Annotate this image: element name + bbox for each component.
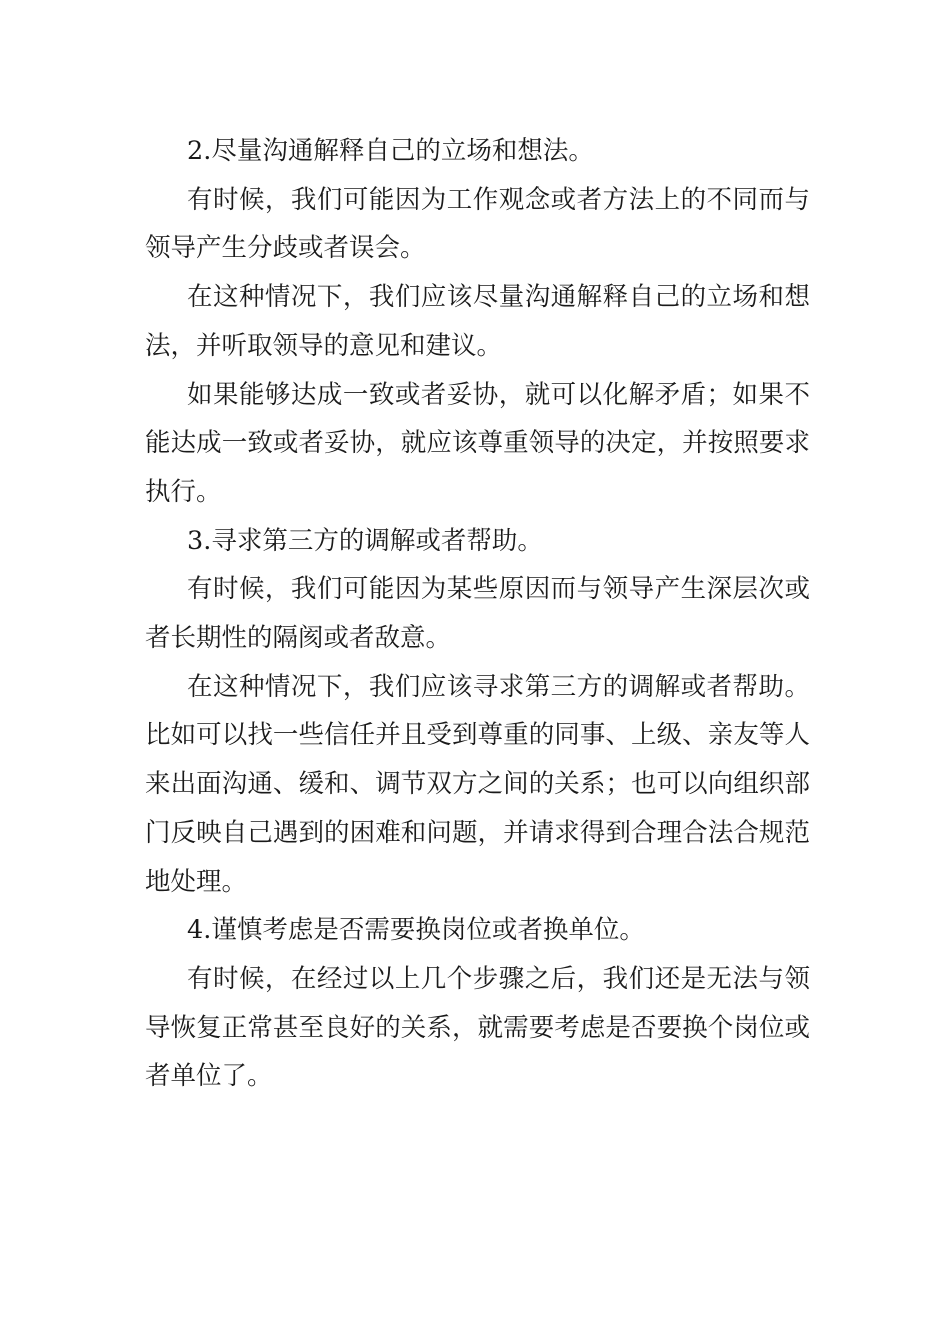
section-heading-4: 4.谨慎考虑是否需要换岗位或者换单位。 — [187, 915, 645, 946]
section-heading-2: 2.尽量沟通解释自己的立场和想法。 — [187, 136, 594, 166]
section-heading-3: 3.寻求第三方的调解或者帮助。 — [187, 525, 543, 556]
paragraph: 有时候，在经过以上几个步骤之后，我们还是无法与领导恢复正常甚至良好的关系，就需要考虑是否要换个岗位或者单位了。 — [145, 963, 810, 1092]
paragraph: 如果能够达成一致或者妥协，就可以化解矛盾；如果不能达成一致或者妥协，就应该尊重领导的决定，并按照要求执行。 — [145, 379, 810, 507]
document-body — [145, 127, 810, 1101]
paragraph: 在这种情况下，我们应该寻求第三方的调解或者帮助。比如可以找一些信任并且受到尊重的同事、上级、亲友等人来出面沟通、缓和、调节双方之间的关系；也可以向组织部门反映自己遇到的困难和问题，并请求得到合理合法合规范地处理。 — [145, 671, 810, 897]
paragraph: 有时候，我们可能因为工作观念或者方法上的不同而与领导产生分歧或者误会。 — [145, 184, 810, 264]
paragraph: 有时候，我们可能因为某些原因而与领导产生深层次或者长期性的隔阂或者敌意。 — [145, 574, 810, 654]
paragraph: 在这种情况下，我们应该尽量沟通解释自己的立场和想法，并听取领导的意见和建议。 — [145, 282, 810, 361]
